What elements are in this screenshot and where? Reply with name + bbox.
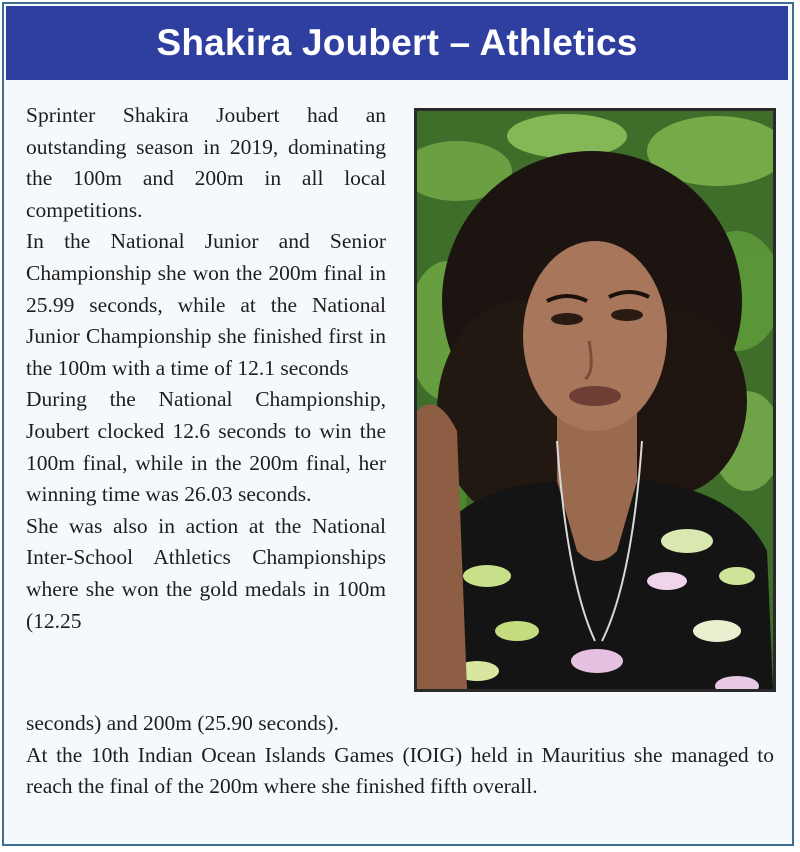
article-title: Shakira Joubert – Athletics: [156, 22, 638, 63]
article-wide-text: [26, 708, 774, 803]
athlete-photo: [414, 108, 776, 692]
paragraph-inter-school: She was also in action at the National Inter-School Athletics Championships where she won the gold medals in 100m (12.25: [26, 513, 386, 633]
article-column-text: [26, 100, 386, 637]
paragraph-national: During the National Championship, Joubert clocked 12.6 seconds to win the 100m final, while in the 200m final, her winning time was 26.03 seconds.: [26, 387, 386, 507]
paragraph-junior-senior: In the National Junior and Senior Championship she won the 200m final in 25.99 seconds, while at the National Junior Championship she finished first in the 100m with a time of 12.1 seconds: [26, 229, 386, 380]
paragraph-ioig: At the 10th Indian Ocean Islands Games (IOIG) held in Mauritius she managed to reach the final of the 200m where she finished fifth overall.: [26, 742, 774, 799]
paragraph-intro: Sprinter Shakira Joubert had an outstanding season in 2019, dominating the 100m and 200m in all local competitions.: [26, 103, 386, 222]
paragraph-inter-school-cont: seconds) and 200m (25.90 seconds).: [26, 711, 339, 735]
article-header: [6, 6, 788, 80]
